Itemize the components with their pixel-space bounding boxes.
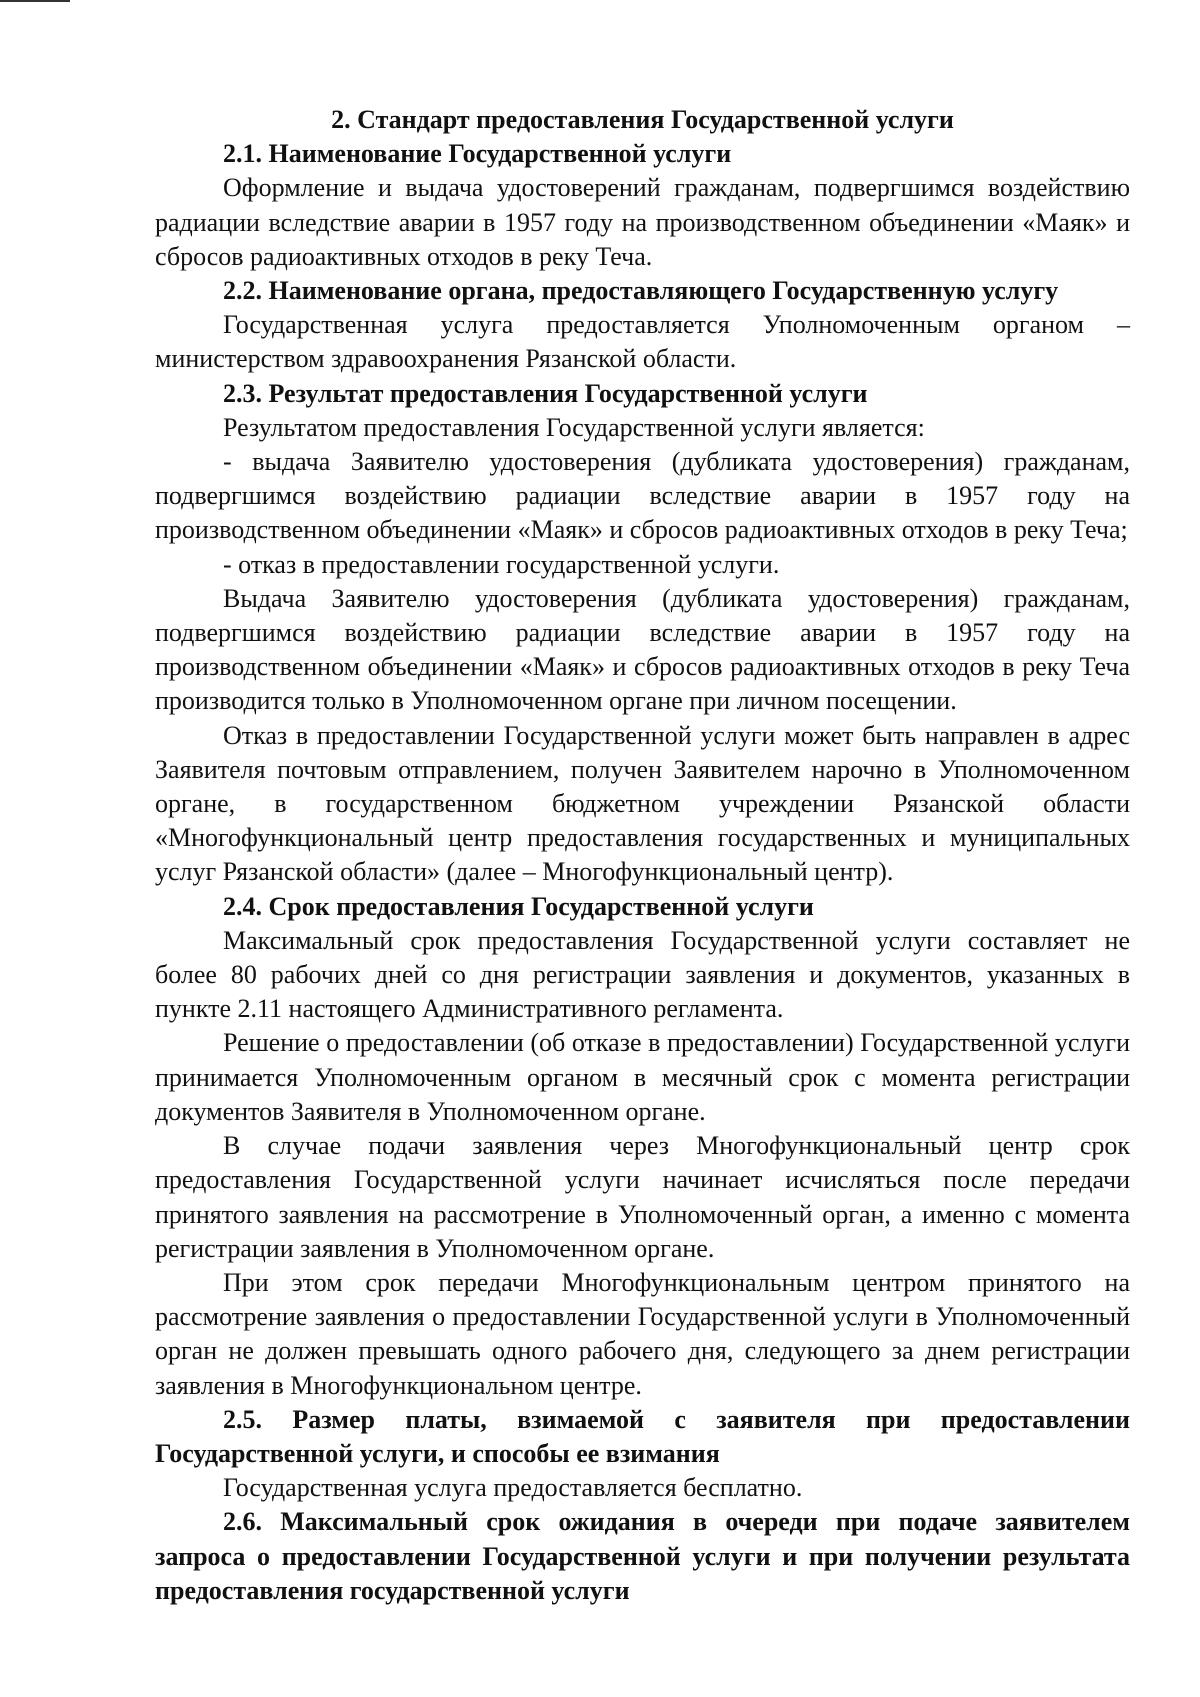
- body-paragraph: Государственная услуга предоставляется бесплатно.: [223, 1473, 803, 1503]
- subsection-heading: 2.6. Максимальный срок ожидания в очереди при подаче заявителем запроса о предоставлении Государственной услуги и при получении результата предоставления государственной услуги: [155, 1507, 1130, 1605]
- subsection-heading: 2.3. Результат предоставления Государственной услуги: [223, 378, 868, 408]
- body-paragraph: - отказ в предоставлении государственной услуги.: [223, 549, 780, 579]
- body-paragraph: Максимальный срок предоставления Государственной услуги составляет не более 80 рабочих дней со дня регистрации заявления и документов, указанных в пункте 2.11 настоящего Административного регламента.: [155, 925, 1130, 1024]
- section-heading: 2. Стандарт предоставления Государственной услуги: [331, 105, 954, 134]
- body-paragraph: Решение о предоставлении (об отказе в предоставлении) Государственной услуги принимается Уполномоченным органом в месячный срок с момента регистрации документов Заявителя в Уполномоченном органе.: [155, 1028, 1130, 1126]
- subsection-heading: 2.2. Наименование органа, предоставляющего Государственную услугу: [223, 276, 1059, 306]
- body-paragraph: Результатом предоставления Государственной услуги является:: [223, 412, 925, 442]
- subsection-heading: 2.4. Срок предоставления Государственной услуги: [223, 891, 814, 921]
- body-paragraph: Оформление и выдача удостоверений гражданам, подвергшимся воздействию радиации вследствие аварии в 1957 году на производственном объединении «Маяк» и сбросов радиоактивных отходов в реку Теча.: [155, 173, 1130, 271]
- body-paragraph: Отказ в предоставлении Государственной услуги может быть направлен в адрес Заявителя почтовым отправлением, получен Заявителем нарочно в Уполномоченном органе, в государственном бюджетном учреждении Рязанской области «Многофункциональный центр предоставления государственных и муниципальных услуг Рязанской области» (далее – Многофункциональный центр).: [155, 720, 1130, 887]
- scan-edge-mark: [0, 0, 70, 2]
- subsection-heading: 2.1. Наименование Государственной услуги: [223, 139, 732, 169]
- body-paragraph: Государственная услуга предоставляется Уполномоченным органом – министерством здравоохранения Рязанской области.: [155, 310, 1130, 374]
- subsection-heading: 2.5. Размер платы, взимаемой с заявителя при предоставлении Государственной услуги, и способы ее взимания: [155, 1404, 1130, 1468]
- document-body: [155, 137, 1130, 1608]
- body-paragraph: Выдача Заявителю удостоверения (дубликата удостоверения) гражданам, подвергшимся воздействию радиации вследствие аварии в 1957 году на производственном объединении «Маяк» и сбросов радиоактивных отходов в реку Теча производится только в Уполномоченном органе при личном посещении.: [155, 583, 1130, 716]
- body-paragraph: В случае подачи заявления через Многофункциональный центр срок предоставления Государственной услуги начинает исчисляться после передачи принятого заявления на рассмотрение в Уполномоченный орган, а именно с момента регистрации заявления в Уполномоченном органе.: [155, 1131, 1130, 1263]
- body-paragraph: При этом срок передачи Многофункциональным центром принятого на рассмотрение заявления о предоставлении Государственной услуги в Уполномоченный орган не должен превышать одного рабочего дня, следующего за днем регистрации заявления в Многофункциональном центре.: [155, 1267, 1130, 1400]
- body-paragraph: - выдача Заявителю удостоверения (дубликата удостоверения) гражданам, подвергшимся воздействию радиации вследствие аварии в 1957 году на производственном объединении «Маяк» и сбросов радиоактивных отходов в реку Теча;: [155, 447, 1130, 545]
- document-page: [155, 103, 1130, 1608]
